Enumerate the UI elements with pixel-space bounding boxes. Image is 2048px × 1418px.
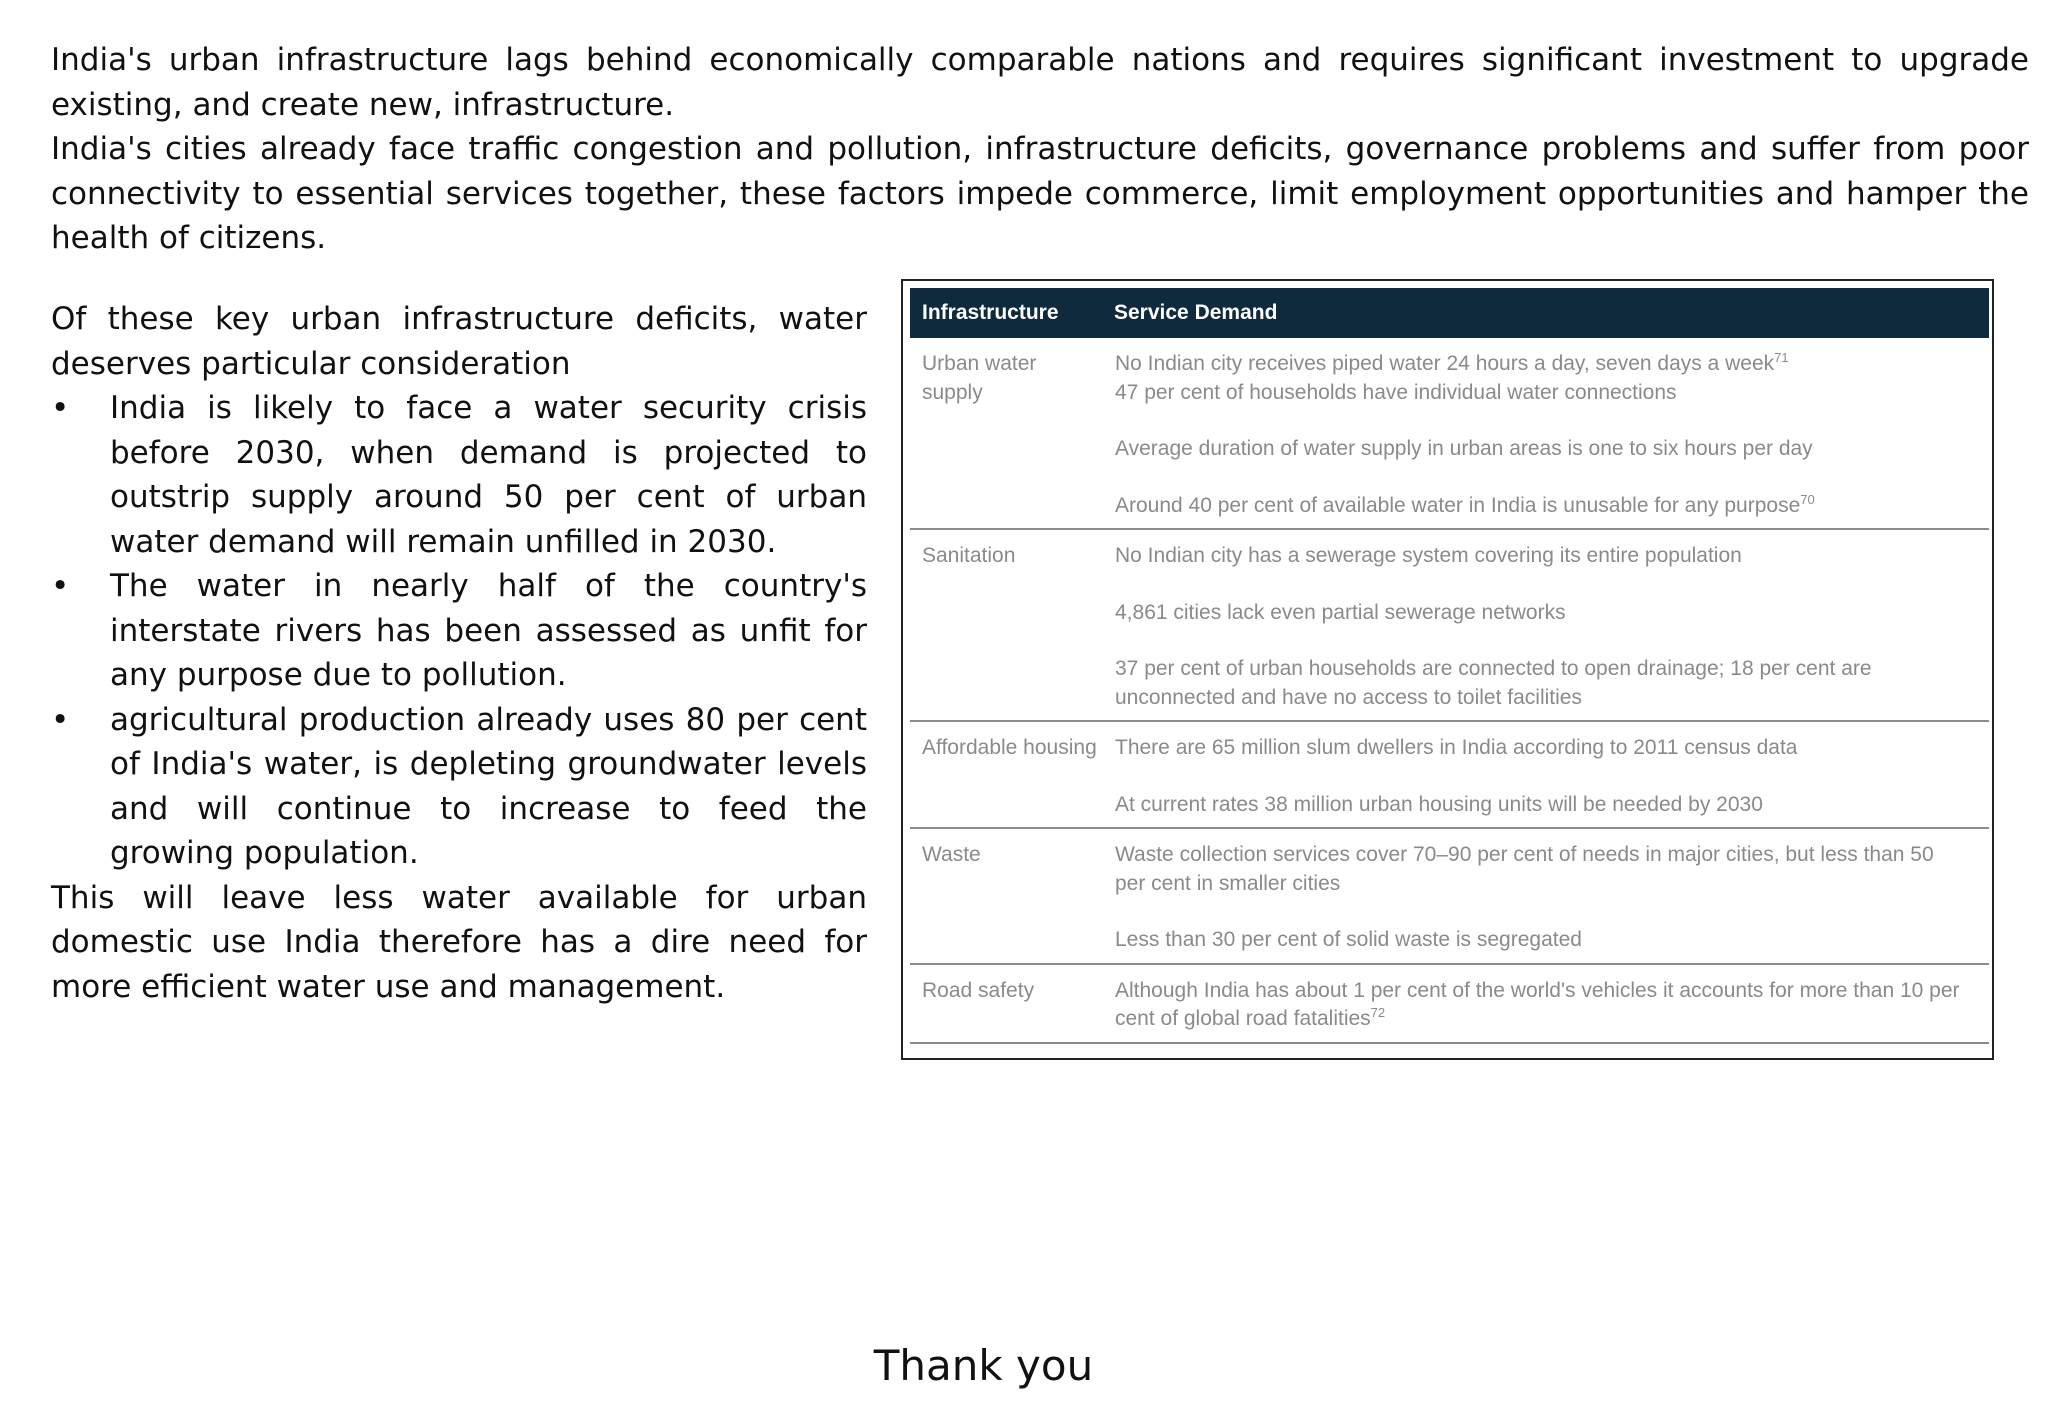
table-row [910, 964, 1989, 1043]
column-header-infrastructure: Infrastructure [910, 288, 1102, 338]
intro-paragraph-2: India's cities already face traffic congestion and pollution, infrastructure deficits, governance problems and suffer from poor connectivity to essential services together, these factors impede commerce, limit employment opportunities and hamper the health of citizens. [51, 131, 2029, 256]
table-row [910, 828, 1989, 964]
bullet-icon: • [51, 701, 70, 738]
bullet-text: India is likely to face a water security crisis before 2030, when demand is projected to outstrip supply around 50 per cent of urban water demand will remain unfilled in 2030. [110, 390, 867, 560]
service-demand-text: Around 40 per cent of available water in India is unusable for any purpose [1115, 493, 1801, 517]
footnote-reference: 72 [1370, 1005, 1386, 1020]
intro-text [51, 38, 2029, 261]
service-demand-item [1115, 599, 1969, 628]
service-demand-text: 37 per cent of urban households are connected to open drainage; 18 per cent are unconnected and have no access to toilet facilities [1115, 657, 1872, 709]
list-item [51, 564, 867, 698]
service-demand-item [1115, 435, 1969, 464]
service-demand-item [1115, 791, 1969, 820]
infrastructure-table-frame [901, 279, 1994, 1060]
service-demand-text: At current rates 38 million urban housing units will be needed by 2030 [1115, 792, 1763, 816]
service-demand-text: No Indian city has a sewerage system covering its entire population [1115, 544, 1742, 567]
service-demand-text: 47 per cent of households have individual water connections [1115, 380, 1677, 404]
service-demand-item [1115, 655, 1969, 712]
infrastructure-category: Road safety [910, 964, 1102, 1043]
service-demand-text: No Indian city receives piped water 24 hours a day, seven days a week [1115, 352, 1775, 375]
service-demand-text: Waste collection services cover 70–90 per cent of needs in major cities, but less than 50 per cent in smaller cities [1115, 843, 1934, 895]
footnote-reference: 71 [1774, 350, 1789, 365]
bullet-text: The water in nearly half of the country's interstate rivers has been assessed as unfit for any purpose due to pollution. [110, 568, 867, 693]
infrastructure-category: Affordable housing [910, 721, 1102, 828]
service-demand-cell [1102, 721, 1989, 828]
infrastructure-category: Waste [910, 828, 1102, 964]
infrastructure-table [910, 288, 1989, 1044]
service-demand-cell [1102, 964, 1989, 1043]
service-demand-item [1115, 977, 1969, 1034]
table-header-row [910, 288, 1989, 338]
service-demand-text: Average duration of water supply in urban areas is one to six hours per day [1115, 437, 1813, 460]
service-demand-cell [1102, 529, 1989, 721]
bullet-icon: • [51, 568, 70, 604]
service-demand-item [1115, 542, 1969, 571]
service-demand-item [1115, 926, 1969, 955]
column-header-service-demand: Service Demand [1102, 288, 1989, 338]
service-demand-item [1115, 841, 1969, 898]
service-demand-text: 4,861 cities lack even partial sewerage networks [1115, 600, 1566, 624]
intro-paragraph-1: India's urban infrastructure lags behind economically comparable nations and requires significant investment to upgrade existing, and create new, infrastructure. [51, 42, 2029, 123]
infrastructure-category: Sanitation [910, 529, 1102, 721]
bullet-text: agricultural production already uses 80 per cent of India's water, is depleting groundwater levels and will continue to increase to feed the growing population. [110, 701, 867, 871]
water-bullet-list [51, 386, 867, 876]
list-item [51, 386, 867, 564]
thank-you-text: Thank you [873, 1341, 1094, 1390]
table-body [910, 338, 1989, 1043]
infrastructure-category: Urban water supply [910, 338, 1102, 529]
service-demand-cell [1102, 338, 1989, 529]
table-row [910, 721, 1989, 828]
service-demand-cell [1102, 828, 1989, 964]
service-demand-item [1115, 734, 1969, 763]
table-row [910, 529, 1989, 721]
bullet-icon: • [51, 390, 70, 426]
footnote-reference: 70 [1800, 491, 1815, 507]
service-demand-text: Less than 30 per cent of solid waste is segregated [1115, 928, 1582, 951]
water-closing: This will leave less water available for urban domestic use India therefore has a dire need for more efficient water use and management. [51, 879, 867, 1005]
list-item [51, 698, 867, 876]
water-lead: Of these key urban infrastructure deficits, water deserves particular consideration [51, 301, 867, 382]
service-demand-text: There are 65 million slum dwellers in India according to 2011 census data [1115, 736, 1798, 759]
water-section [51, 297, 867, 1009]
service-demand-item [1115, 492, 1969, 521]
service-demand-item [1115, 350, 1969, 407]
service-demand-text: Although India has about 1 per cent of the world's vehicles it accounts for more than 10 per cent of global road fatalities [1115, 978, 1960, 1030]
table-row [910, 338, 1989, 529]
